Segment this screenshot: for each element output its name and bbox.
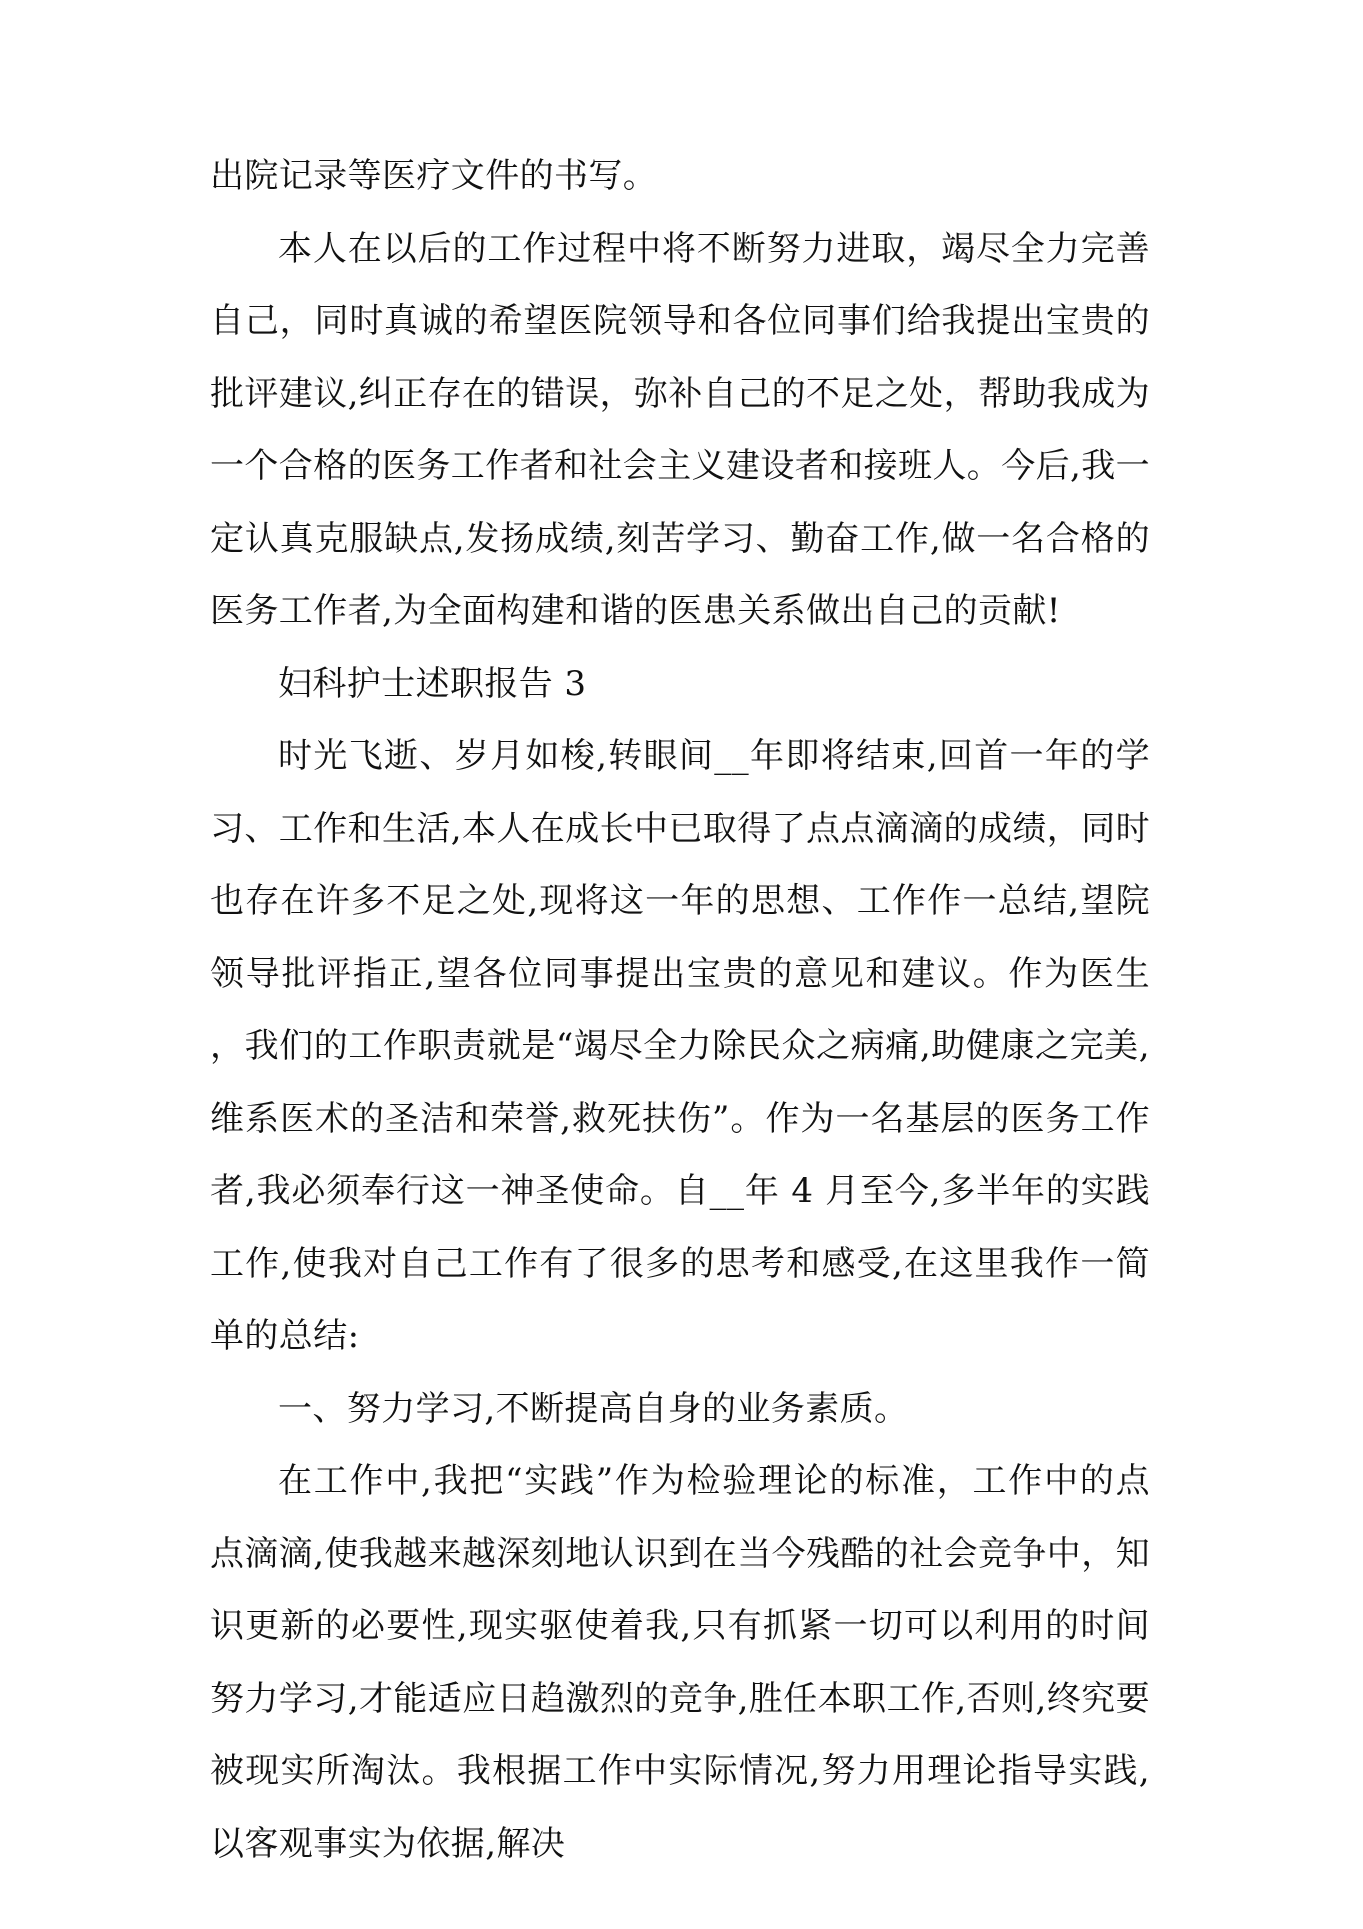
paragraph-commitment: 本人在以后的工作过程中将不断努力进取，竭尽全力完善自己，同时真诚的希望医院领导和各位同事们给我提出宝贵的批评建议,纠正存在的错误，弥补自己的不足之处，帮助我成为一个合格的医务工作者和社会主义建设者和接班人。今后,我一定认真克服缺点,发扬成绩,刻苦学习、勤奋工作,做一名合格的医务工作者,为全面构建和谐的医患关系做出自己的贡献! xyxy=(210,228,1151,631)
paragraph-continuation: 出院记录等医疗文件的书写。 xyxy=(210,156,658,196)
subsection-heading: 一、努力学习,不断提高自身的业务素质。 xyxy=(278,1388,909,1429)
paragraph-introduction: 时光飞逝、岁月如梭,转眼间__年即将结束,回首一年的学习、工作和生活,本人在成长中已取得了点点滴滴的成绩，同时也存在许多不足之处,现将这一年的思想、工作作一总结,望院领导批评指正,望各位同事提出宝贵的意见和建议。作为医生 ，我们的工作职责就是“竭尽全力除民众之病痛,助健康之完美,维系医术的圣洁和荣誉,救死扶伤”。作为一名基层的医务工作者,我必须奉行这一神圣使命。自__年 4 月至今,多半年的实践工作,使我对自己工作有了很多的思考和感受,在这里我作一简单的总结: xyxy=(210,736,1151,1356)
document-body xyxy=(210,140,1150,1880)
paragraph-study: 在工作中,我把“实践”作为检验理论的标准，工作中的点点滴滴,使我越来越深刻地认识到在当今残酷的社会竞争中，知识更新的必要性,现实驱使着我,只有抓紧一切可以利用的时间努力学习,才能适应日趋激烈的竞争,胜任本职工作,否则,终究要被现实所淘汰。我根据工作中实际情况,努力用理论指导实践,以客观事实为依据,解决 xyxy=(210,1461,1151,1864)
section-heading: 妇科护士述职报告 3 xyxy=(278,663,587,704)
